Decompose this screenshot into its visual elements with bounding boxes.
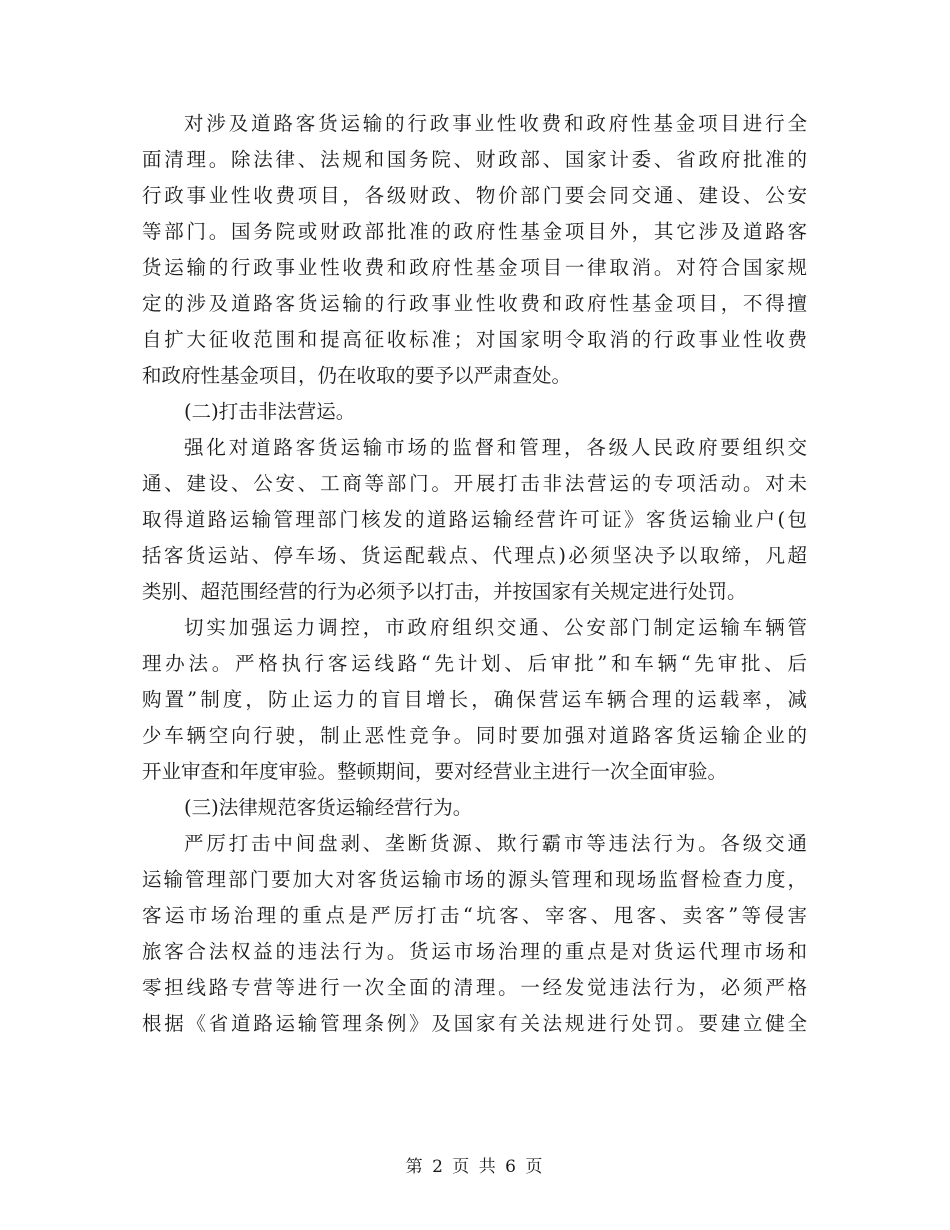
text-line: 理办法。严格执行客运线路“先计划、后审批”和车辆“先审批、后	[142, 652, 807, 675]
text-line: 类别、超范围经营的行为必须予以打击，并按国家有关规定进行处罚。	[142, 580, 747, 603]
section-heading: (二)打击非法营运。	[184, 400, 356, 423]
text-line: 面清理。除法律、法规和国务院、财政部、国家计委、省政府批准的	[142, 148, 807, 171]
text-line: 定的涉及道路客货运输的行政事业性收费和政府性基金项目，不得擅	[142, 292, 807, 315]
text-line: 行政事业性收费项目，各级财政、物价部门要会同交通、建设、公安	[142, 184, 807, 207]
text-line: 运输管理部门要加大对客货运输市场的源头管理和现场监督检查力度，	[142, 868, 807, 891]
document-body	[142, 106, 807, 1042]
text-line: 取得道路运输管理部门核发的道路运输经营许可证》客货运输业户(包	[142, 508, 807, 531]
text-line: 严厉打击中间盘剥、垄断货源、欺行霸市等违法行为。各级交通	[184, 832, 807, 855]
text-line: 零担线路专营等进行一次全面的清理。一经发觉违法行为，必须严格	[142, 976, 807, 999]
text-line: 通、建设、公安、工商等部门。开展打击非法营运的专项活动。对未	[142, 472, 807, 495]
text-line: 旅客合法权益的违法行为。货运市场治理的重点是对货运代理市场和	[142, 940, 807, 963]
text-line: 强化对道路客货运输市场的监督和管理，各级人民政府要组织交	[184, 436, 807, 459]
section-heading: (三)法律规范客货运输经营行为。	[184, 796, 473, 819]
text-line: 购置”制度，防止运力的盲目增长，确保营运车辆合理的运载率，减	[142, 688, 807, 711]
text-line: 等部门。国务院或财政部批准的政府性基金项目外，其它涉及道路客	[142, 220, 807, 243]
text-line: 客运市场治理的重点是严厉打击“坑客、宰客、甩客、卖客”等侵害	[142, 904, 807, 927]
page-number-footer: 第 2 页 共 6 页	[405, 1157, 545, 1177]
text-line: 少车辆空向行驶，制止恶性竞争。同时要加强对道路客货运输企业的	[142, 724, 807, 747]
text-line: 括客货运站、停车场、货运配载点、代理点)必须坚决予以取缔，凡超	[142, 544, 807, 567]
text-line: 切实加强运力调控，市政府组织交通、公安部门制定运输车辆管	[184, 616, 807, 639]
text-line: 根据《省道路运输管理条例》及国家有关法规进行处罚。要建立健全	[142, 1012, 807, 1035]
text-line: 自扩大征收范围和提高征收标准；对国家明令取消的行政事业性收费	[142, 328, 807, 351]
text-line: 货运输的行政事业性收费和政府性基金项目一律取消。对符合国家规	[142, 256, 807, 279]
text-line: 对涉及道路客货运输的行政事业性收费和政府性基金项目进行全	[184, 112, 807, 135]
text-line: 开业审查和年度审验。整顿期间，要对经营业主进行一次全面审验。	[142, 760, 728, 783]
text-line: 和政府性基金项目，仍在收取的要予以严肃查处。	[142, 364, 572, 387]
